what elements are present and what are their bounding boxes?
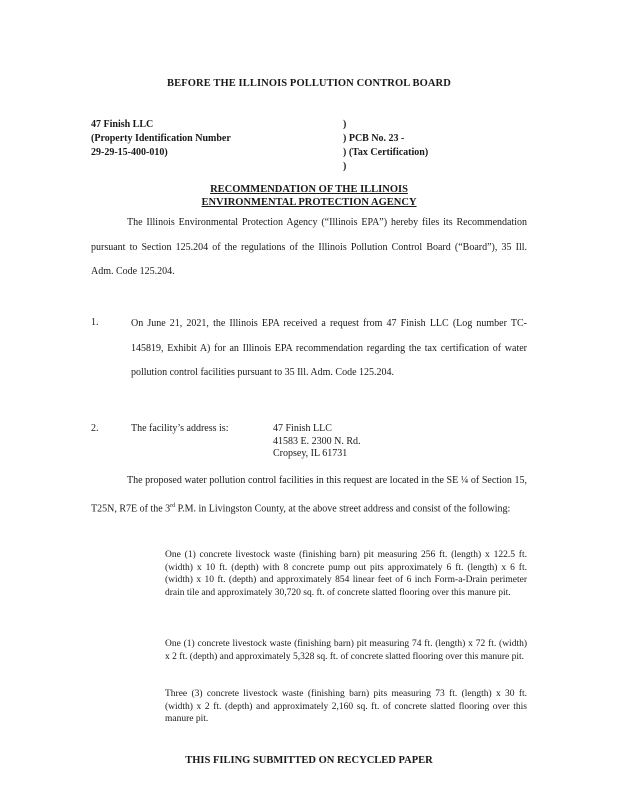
- board-header: BEFORE THE ILLINOIS POLLUTION CONTROL BOARD: [167, 78, 451, 89]
- caption-right: [343, 118, 428, 174]
- item-2-number: 2.: [91, 423, 99, 434]
- caption-paren-4: ): [343, 161, 347, 172]
- caption-left: [91, 118, 231, 160]
- document-title: [0, 183, 618, 209]
- title-line-2: ENVIRONMENTAL PROTECTION AGENCY: [201, 197, 417, 208]
- location-text-before: The proposed water pollution control facilities in this request are located in the SE ¼ of Section 15, T25N, R7E of the 3: [91, 475, 527, 514]
- caption-pcb-number: ) PCB No. 23 -: [343, 133, 405, 144]
- caption-petitioner: 47 Finish LLC: [91, 119, 154, 130]
- recycled-paper-footer: THIS FILING SUBMITTED ON RECYCLED PAPER: [185, 755, 433, 766]
- address-line-3: Cropsey, IL 61731: [273, 448, 348, 459]
- caption-pin-number: 29-29-15-400-010): [91, 147, 168, 158]
- facility-address: [273, 423, 361, 461]
- location-text-after: P.M. in Livingston County, at the above street address and consist of the following:: [175, 502, 511, 514]
- item-1-number: 1.: [91, 317, 99, 328]
- location-sup: rd: [170, 502, 176, 509]
- address-line-1: 47 Finish LLC: [273, 423, 332, 434]
- facility-description-1: One (1) concrete livestock waste (finishing barn) pit measuring 256 ft. (length) x 122.5 ft. (width) x 10 ft. (depth) with 8 concrete pump out pits approximately 6 ft. (length) x 6 ft. (width) x 10 ft. (depth) and approximately 854 linear feet of 6 inch Form-a-Drain perimeter drain tile and approximately 30,720 sq. ft. of concrete slatted flooring over this manure pit.: [165, 550, 527, 598]
- caption-tax-certification: ) (Tax Certification): [343, 147, 429, 158]
- address-label: The facility’s address is:: [131, 423, 229, 434]
- title-line-1: RECOMMENDATION OF THE ILLINOIS: [210, 184, 408, 195]
- address-line-2: 41583 E. 2300 N. Rd.: [273, 435, 361, 447]
- facility-description-3: Three (3) concrete livestock waste (finishing barn) pits measuring 73 ft. (length) x 30 ft. (width) x 2 ft. (depth) and approximately 2,160 sq. ft. of concrete slatted flooring over this manure pit.: [165, 689, 527, 724]
- intro-paragraph: The Illinois Environmental Protection Agency (“Illinois EPA”) hereby files its Recommendation pursuant to Section 125.204 of the regulations of the Illinois Pollution Control Board (“Board”), 35 Ill. Adm. Code 125.204.: [91, 217, 527, 277]
- item-1-text: On June 21, 2021, the Illinois EPA received a request from 47 Finish LLC (Log number TC-145819, Exhibit A) for an Illinois EPA recommendation regarding the tax certification of water pollution control facilities pursuant to 35 Ill. Adm. Code 125.204.: [131, 318, 527, 378]
- facility-description-2: One (1) concrete livestock waste (finishing barn) pit measuring 74 ft. (length) x 72 ft. (width) x 2 ft. (depth) and approximately 5,328 sq. ft. of concrete slatted flooring over this manure pit.: [165, 639, 527, 662]
- caption-paren-1: ): [343, 119, 347, 130]
- location-paragraph: [91, 469, 527, 521]
- caption-pin-label: (Property Identification Number: [91, 133, 231, 144]
